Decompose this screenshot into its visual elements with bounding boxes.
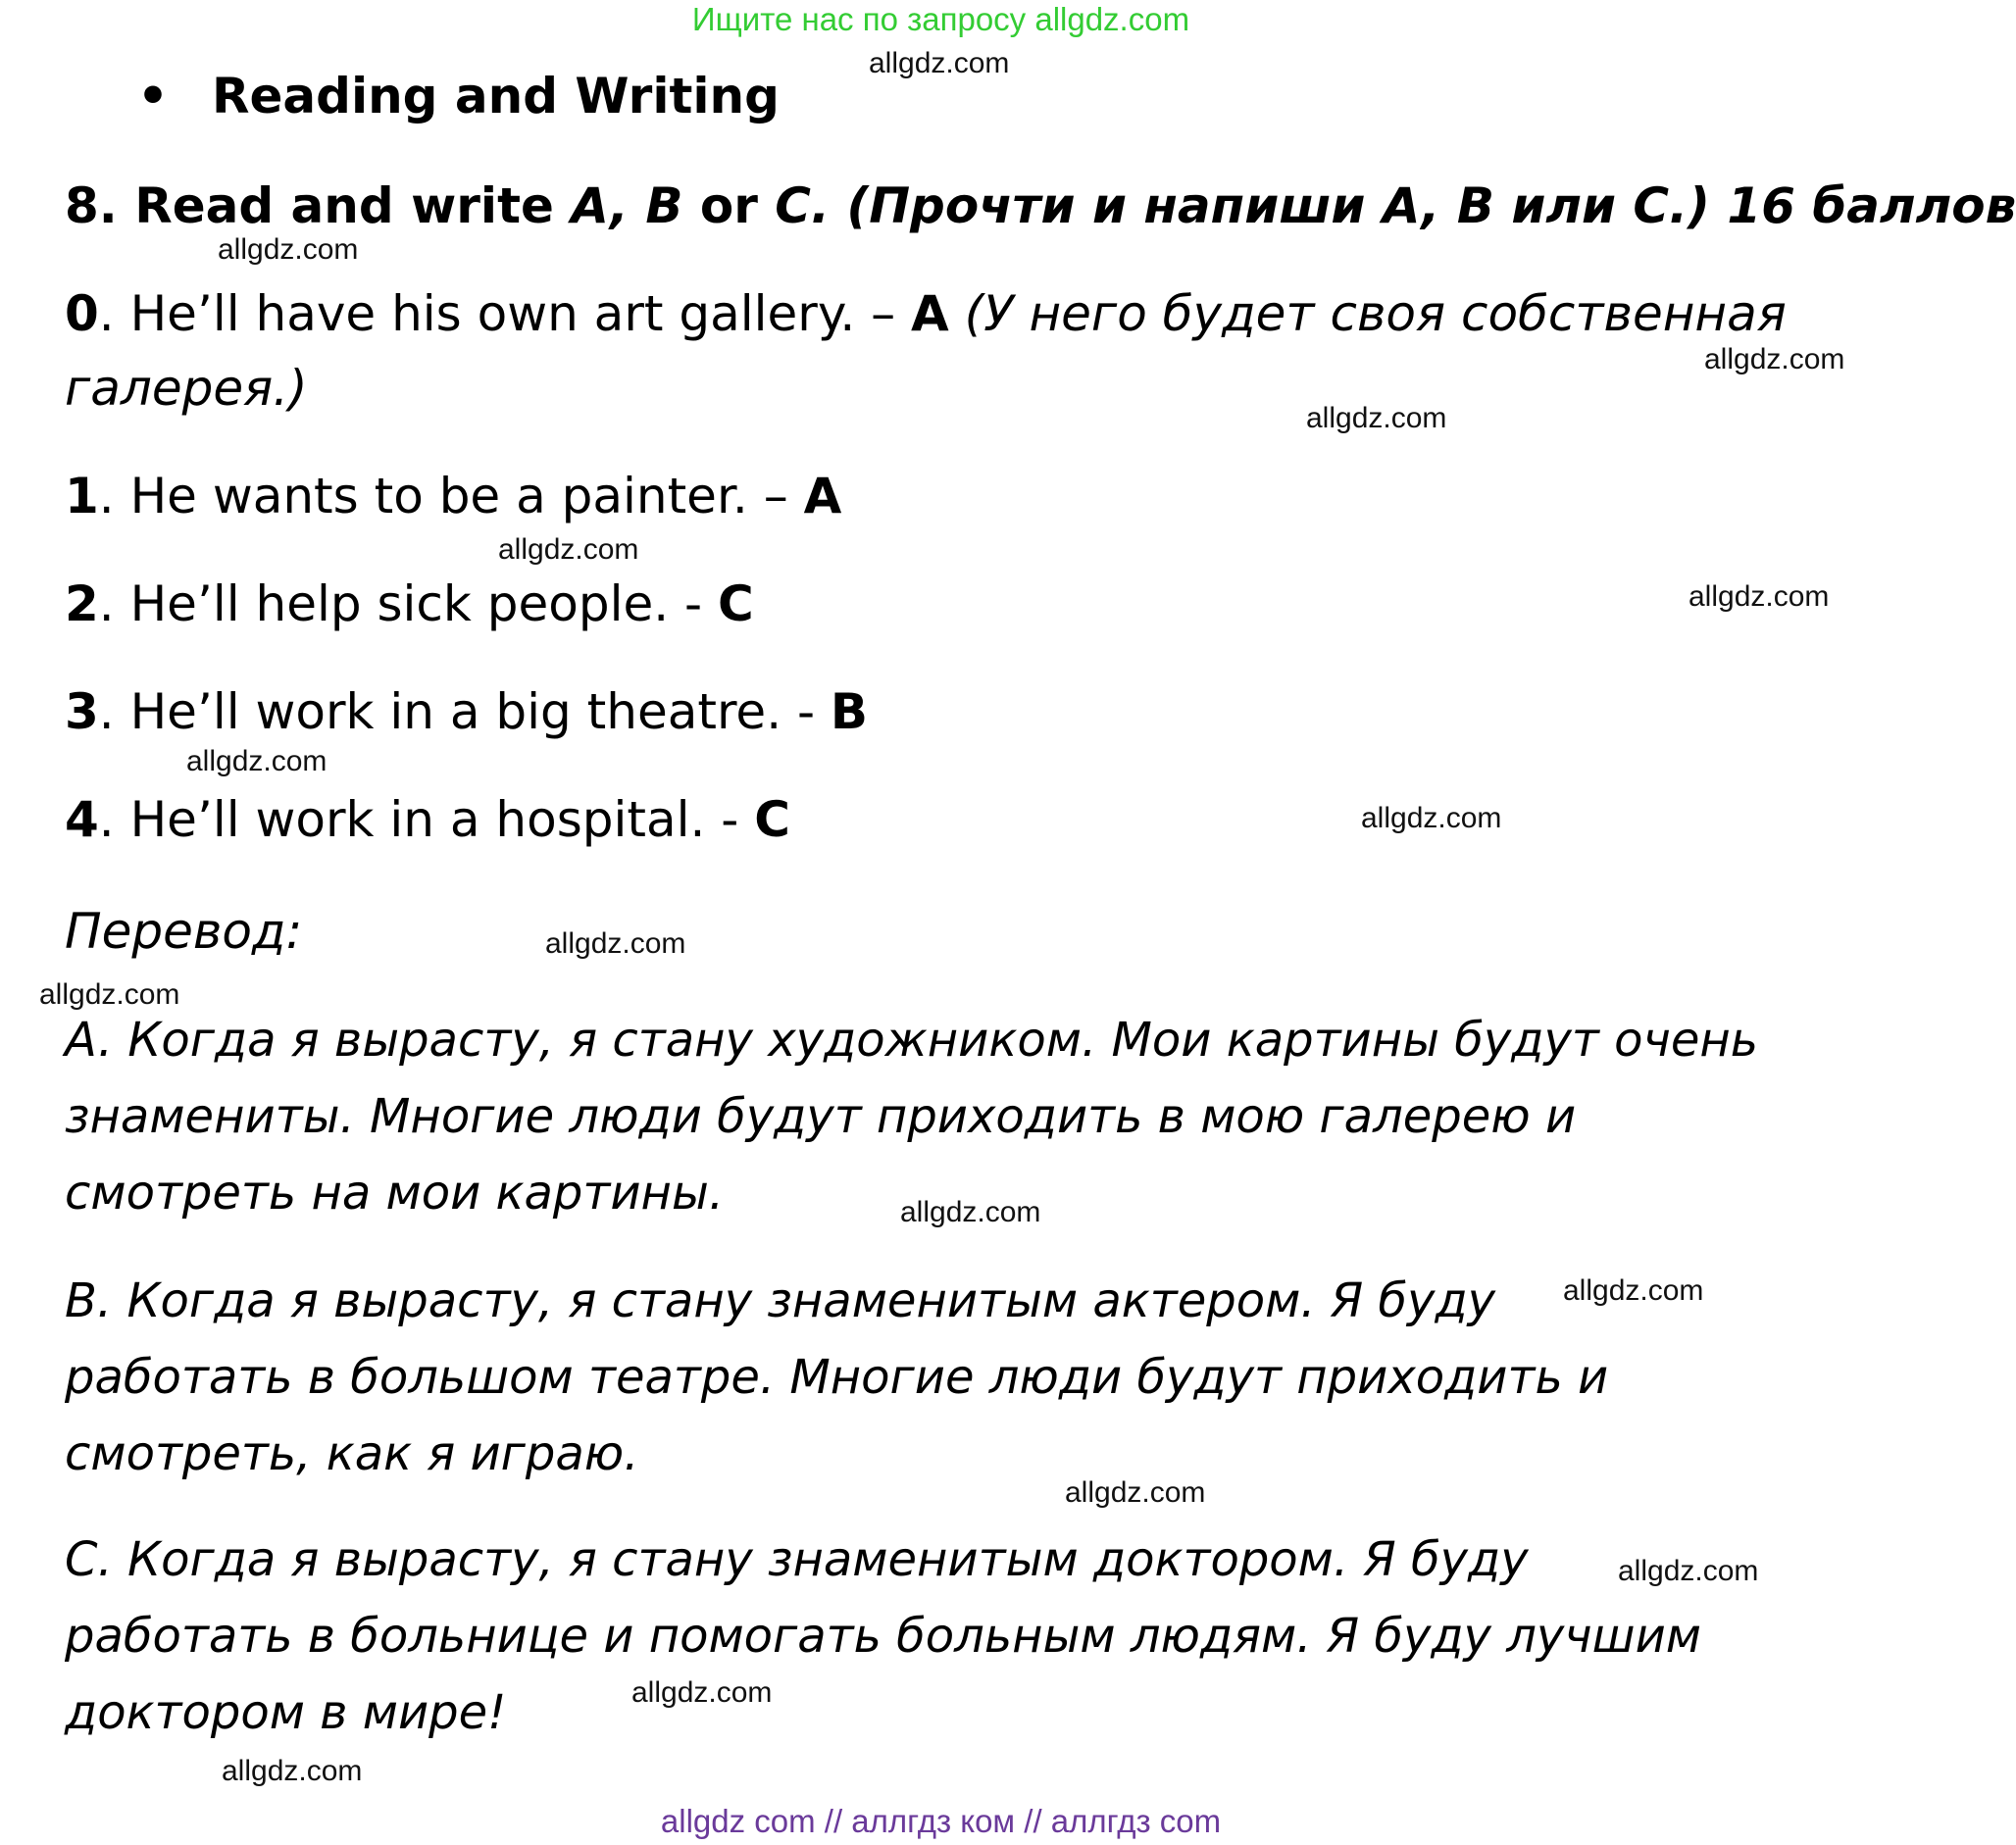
- answer-line-4: [65, 788, 790, 851]
- watermark: allgdz.com: [1361, 802, 1502, 834]
- answer-number: 1: [65, 468, 99, 524]
- answer-translation-continued: галерея.): [65, 360, 308, 417]
- paragraph-a: A. Когда я вырасту, я стану художником. Мои картины будут очень знамениты. Многие люди будут приходить в мою галерею и смотреть на мои картины.: [65, 1013, 1759, 1221]
- paragraph-b: B. Когда я вырасту, я стану знаменитым актером. Я буду работать в большом театре. Многие люди будут приходить и смотреть, как я играю.: [65, 1273, 1609, 1481]
- answer-line-1: [65, 465, 841, 527]
- watermark: allgdz.com: [545, 927, 686, 960]
- answer-letter: A: [911, 285, 949, 342]
- watermark: allgdz.com: [218, 233, 359, 266]
- task-title-part: or: [682, 177, 776, 234]
- answer-letter: C: [717, 575, 754, 632]
- answer-text: . He wants to be a painter. –: [98, 468, 804, 524]
- watermark: allgdz.com: [1065, 1476, 1206, 1509]
- top-banner: Ищите нас по запросу allgdz.com: [691, 1, 1190, 37]
- translation-label: Перевод:: [65, 903, 303, 960]
- watermark: allgdz.com: [39, 978, 180, 1011]
- watermark: allgdz.com: [222, 1755, 363, 1787]
- section-heading: [137, 65, 780, 127]
- watermark: allgdz.com: [900, 1196, 1041, 1228]
- task-title-part: A, B: [571, 177, 683, 234]
- answer-number: 4: [65, 791, 99, 848]
- answer-line-3: [65, 680, 868, 743]
- watermark: allgdz.com: [1704, 343, 1845, 375]
- answer-text: . He’ll work in a hospital. -: [98, 791, 755, 848]
- footer-links: allgdz com // аллгдз ком // аллгдз com: [660, 1803, 1222, 1839]
- watermark: allgdz.com: [498, 533, 639, 566]
- answer-letter: B: [830, 683, 869, 740]
- bullet-icon: •: [137, 68, 169, 125]
- section-heading-text: Reading and Writing: [212, 68, 780, 125]
- watermark: allgdz.com: [1306, 402, 1447, 434]
- watermark: allgdz.com: [869, 47, 1010, 79]
- answer-text: . He’ll have his own art gallery. –: [98, 285, 911, 342]
- answer-number: 3: [65, 683, 99, 740]
- watermark: allgdz.com: [631, 1676, 773, 1709]
- answer-number: 2: [65, 575, 99, 632]
- paragraph-c: C. Когда я вырасту, я стану знаменитым доктором. Я буду работать в больнице и помогать больным людям. Я буду лучшим доктором в мире!: [65, 1532, 1701, 1740]
- answer-number: 0: [65, 285, 99, 342]
- answer-letter: C: [754, 791, 790, 848]
- task-title-part: C. (Прочти и напиши A, B или C.) 16 баллов: [775, 177, 2016, 234]
- task-title: [65, 175, 2016, 237]
- answer-text: . He’ll help sick people. -: [98, 575, 718, 632]
- watermark: allgdz.com: [1618, 1555, 1759, 1587]
- answer-translation: (У него будет своя собственная: [948, 285, 1787, 342]
- answer-letter: A: [803, 468, 842, 524]
- answer-text: . He’ll work in a big theatre. -: [98, 683, 831, 740]
- watermark: allgdz.com: [1688, 580, 1830, 613]
- answer-line-0: [65, 282, 1787, 345]
- task-title-part: 8. Read and write: [65, 177, 572, 234]
- watermark: allgdz.com: [1563, 1274, 1704, 1307]
- answer-line-2: [65, 573, 754, 635]
- watermark: allgdz.com: [186, 745, 328, 777]
